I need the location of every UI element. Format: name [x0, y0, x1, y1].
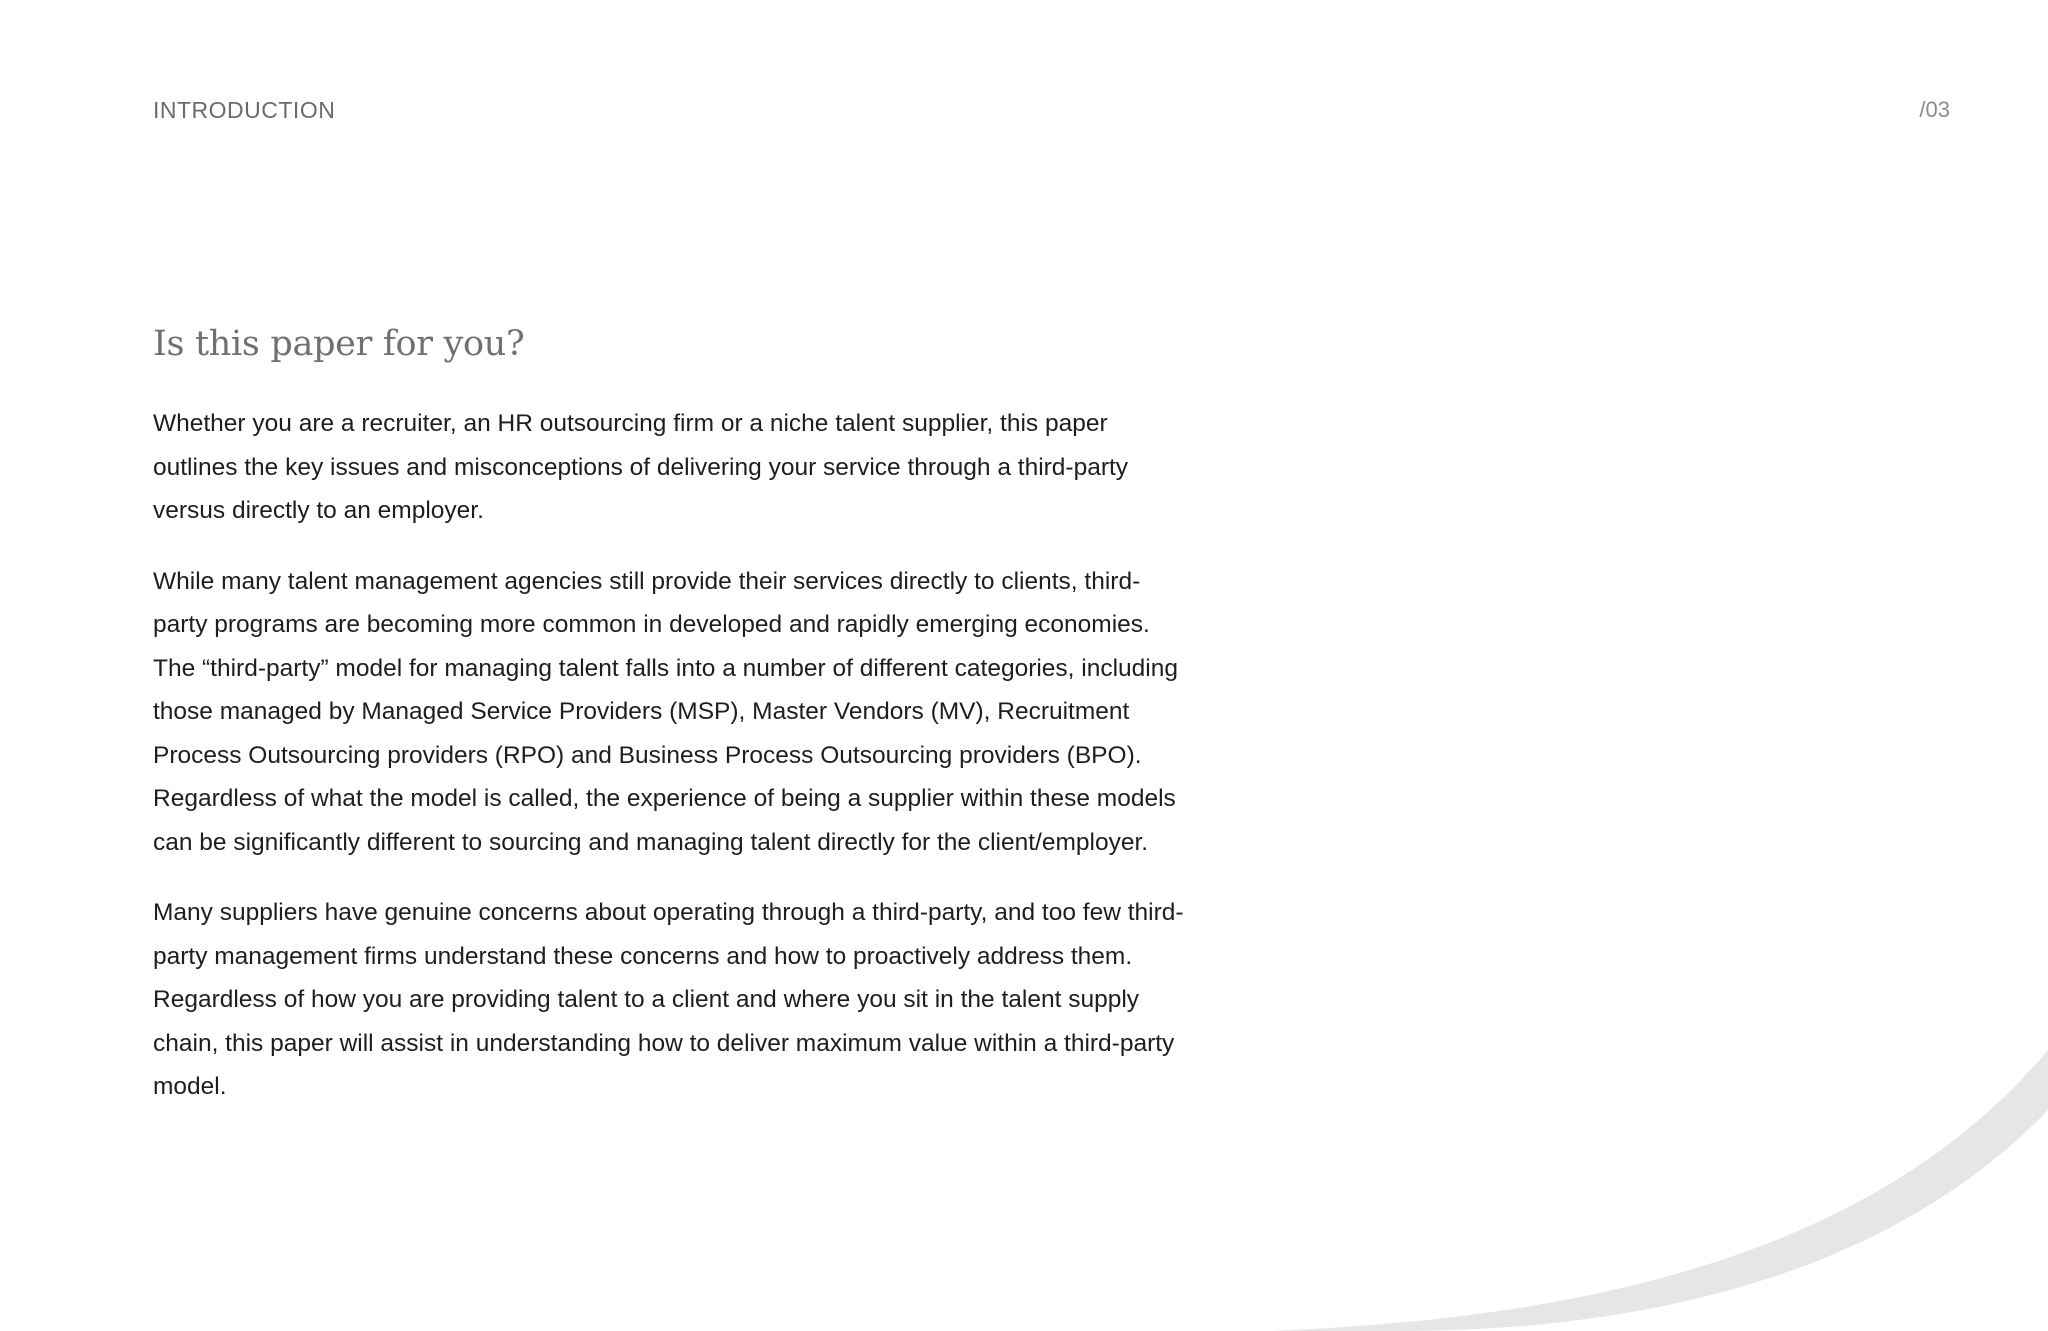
paragraph-2: While many talent management agencies still provide their services directly to clients, third-party programs are becoming more common in developed and rapidly emerging economies. The “third-party” model for managing talent falls into a number of different categories, including those managed by Managed Service Providers (MSP), Master Vendors (MV), Recruitment Process Outsourcing providers (RPO) and Business Process Outsourcing providers (BPO). Regardless of what the model is called, the experience of being a supplier within these models can be significantly different to sourcing and managing talent directly for the client/employer.	[153, 567, 1179, 856]
page-heading: Is this paper for you?	[153, 324, 525, 364]
paragraph-3: Many suppliers have genuine concerns about operating through a third-party, and too few third-party management firms understand these concerns and how to proactively address them. Regardless of how you are providing talent to a client and where you sit in the talent supply chain, this paper will assist in understanding how to deliver maximum value within a third-party model.	[153, 899, 1184, 1100]
swoosh-band	[1270, 1050, 2048, 1331]
body-text	[153, 402, 1193, 1136]
page-number: /03	[1919, 97, 1950, 122]
section-label: INTRODUCTION	[153, 97, 336, 123]
paragraph-1: Whether you are a recruiter, an HR outsourcing firm or a niche talent supplier, this paper outlines the key issues and misconceptions of delivering your service through a third-party versus directly to an employer.	[153, 410, 1129, 524]
